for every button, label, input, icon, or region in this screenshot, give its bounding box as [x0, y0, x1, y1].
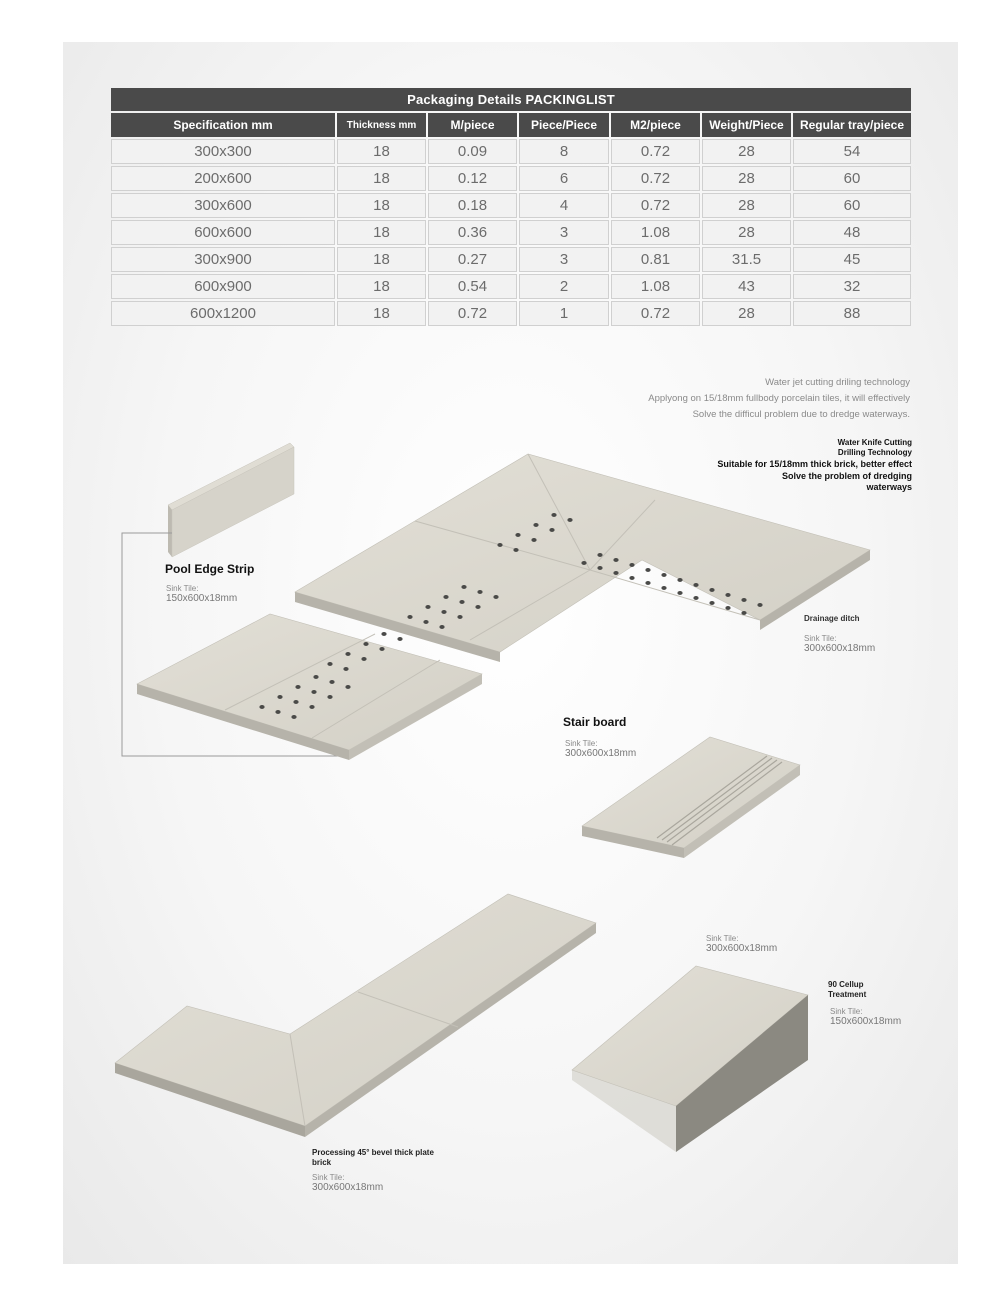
drain-hole [613, 571, 618, 575]
cellup-title-line: Treatment [828, 990, 867, 999]
table-cell: 0.72 [428, 301, 517, 326]
drain-hole [461, 585, 466, 589]
drain-hole [493, 595, 498, 599]
table-cell: 18 [337, 247, 426, 272]
drain-hole [259, 705, 264, 709]
drain-hole [513, 548, 518, 552]
table-cell: 0.27 [428, 247, 517, 272]
table-cell: 18 [337, 220, 426, 245]
drain-hole [515, 533, 520, 537]
drain-hole [709, 601, 714, 605]
table-cell: 18 [337, 193, 426, 218]
cellup-size: 150x600x18mm [830, 1016, 902, 1027]
drain-hole [645, 568, 650, 572]
drain-hole [725, 593, 730, 597]
table-cell: 300x900 [111, 247, 335, 272]
header-cell: Weight/Piece [702, 113, 791, 137]
drain-hole [313, 675, 318, 679]
table-cell: 54 [793, 139, 911, 164]
drain-hole [407, 615, 412, 619]
drainage-sub-label: Sink Tile: [804, 634, 837, 643]
drain-hole [531, 538, 536, 542]
drain-hole [439, 625, 444, 629]
drain-hole [497, 543, 502, 547]
pool-edge-sub-label: Sink Tile: [166, 584, 199, 593]
table-cell: 600x900 [111, 274, 335, 299]
pool-edge-size: 150x600x18mm [166, 593, 238, 604]
table-cell: 300x600 [111, 193, 335, 218]
drain-hole [379, 647, 384, 651]
drain-hole [725, 606, 730, 610]
drain-hole [327, 695, 332, 699]
table-cell: 32 [793, 274, 911, 299]
drainage-size: 300x600x18mm [804, 643, 876, 654]
cellup-sub-label: Sink Tile: [830, 1007, 863, 1016]
table-cell: 0.54 [428, 274, 517, 299]
table-cell: 28 [702, 166, 791, 191]
drain-hole [343, 667, 348, 671]
table-cell: 88 [793, 301, 911, 326]
drain-hole [311, 690, 316, 694]
table-cell: 1.08 [611, 274, 700, 299]
table-cell: 48 [793, 220, 911, 245]
bevel-size: 300x600x18mm [312, 1182, 384, 1193]
cellup-tile [572, 966, 808, 1152]
table-cell: 0.09 [428, 139, 517, 164]
drain-hole [551, 513, 556, 517]
table-cell: 60 [793, 166, 911, 191]
drain-hole [597, 566, 602, 570]
drain-hole [645, 581, 650, 585]
water-knife-line: Suitable for 15/18mm thick brick, better effect [717, 459, 912, 469]
table-cell: 2 [519, 274, 609, 299]
drain-hole [757, 603, 762, 607]
intro-line: Water jet cutting driling technology [765, 377, 910, 388]
drain-hole [693, 583, 698, 587]
drain-hole [567, 518, 572, 522]
header-cell: M/piece [428, 113, 517, 137]
bevel-title-line: brick [312, 1158, 332, 1167]
drain-hole [661, 573, 666, 577]
drain-hole [443, 595, 448, 599]
water-knife-line: waterways [866, 482, 912, 492]
drain-hole [291, 715, 296, 719]
table-cell: 6 [519, 166, 609, 191]
header-cell: Specification mm [111, 113, 335, 137]
table-cell: 300x300 [111, 139, 335, 164]
header-cell: Piece/Piece [519, 113, 609, 137]
table-cell: 0.72 [611, 139, 700, 164]
drain-hole [661, 586, 666, 590]
table-cell: 18 [337, 274, 426, 299]
bevel-title [312, 1148, 434, 1168]
drain-hole [295, 685, 300, 689]
intro-line: Applyong on 15/18mm fullbody porcelain tiles, it will effectively [648, 393, 910, 404]
table-cell: 200x600 [111, 166, 335, 191]
table-cell: 18 [337, 139, 426, 164]
drain-hole [441, 610, 446, 614]
table-cell: 0.36 [428, 220, 517, 245]
pool-edge-title: Pool Edge Strip [165, 562, 255, 576]
table-cell: 31.5 [702, 247, 791, 272]
drain-hole [397, 637, 402, 641]
header-cell: Thickness mm [337, 113, 426, 137]
cellup-title-line: 90 Cellup [828, 980, 864, 989]
drain-hole [361, 657, 366, 661]
water-knife-line: Solve the problem of dredging [781, 471, 912, 481]
table-cell: 0.72 [611, 301, 700, 326]
drain-hole [613, 558, 618, 562]
drain-hole [345, 652, 350, 656]
table-cell: 43 [702, 274, 791, 299]
table-cell: 8 [519, 139, 609, 164]
table-cell: 3 [519, 247, 609, 272]
drainage-title: Drainage ditch [804, 614, 860, 623]
drain-hole [677, 578, 682, 582]
table-cell: 0.72 [611, 166, 700, 191]
drain-hole [457, 615, 462, 619]
water-knife-text [640, 438, 912, 493]
drain-hole [459, 600, 464, 604]
drain-hole [477, 590, 482, 594]
header-cell: Regular tray/piece [793, 113, 911, 137]
cellup-top-size: 300x600x18mm [706, 943, 778, 954]
bevel-title-line: Processing 45° bevel thick plate [312, 1148, 434, 1157]
stair-title: Stair board [563, 715, 627, 729]
table-cell: 28 [702, 301, 791, 326]
drain-hole [677, 591, 682, 595]
drain-hole [363, 642, 368, 646]
drain-hole [533, 523, 538, 527]
table-cell: 600x1200 [111, 301, 335, 326]
table-cell: 28 [702, 139, 791, 164]
stair-size: 300x600x18mm [565, 748, 637, 759]
table-cell: 28 [702, 193, 791, 218]
drain-hole [293, 700, 298, 704]
bevel-plate-assembly [115, 894, 596, 1137]
cellup-title [828, 980, 866, 1000]
drain-hole [741, 611, 746, 615]
table-cell: 18 [337, 301, 426, 326]
water-knife-line: Water Knife Cutting [837, 438, 912, 447]
drain-hole [277, 695, 282, 699]
table-cell: 0.18 [428, 193, 517, 218]
drain-hole [629, 576, 634, 580]
intro-line: Solve the difficul problem due to dredge waterways. [692, 409, 910, 420]
drain-hole [329, 680, 334, 684]
table-cell: 3 [519, 220, 609, 245]
table-title: Packaging Details PACKINGLIST [111, 88, 911, 111]
drain-hole [381, 632, 386, 636]
drain-hole [425, 605, 430, 609]
stair-sub-label: Sink Tile: [565, 739, 598, 748]
table-cell: 0.72 [611, 193, 700, 218]
bevel-sub-label: Sink Tile: [312, 1173, 345, 1182]
drain-hole [345, 685, 350, 689]
drain-hole [693, 596, 698, 600]
table-cell: 0.81 [611, 247, 700, 272]
header-cell: M2/piece [611, 113, 700, 137]
drain-hole [597, 553, 602, 557]
drain-hole [549, 528, 554, 532]
drain-hole [475, 605, 480, 609]
table-cell: 18 [337, 166, 426, 191]
cellup-top-label: Sink Tile: [706, 934, 739, 943]
table-cell: 4 [519, 193, 609, 218]
table-cell: 45 [793, 247, 911, 272]
drain-hole [709, 588, 714, 592]
drain-hole [741, 598, 746, 602]
drain-hole [309, 705, 314, 709]
drain-hole [275, 710, 280, 714]
drain-hole [423, 620, 428, 624]
table-cell: 1.08 [611, 220, 700, 245]
drain-hole [629, 563, 634, 567]
table-cell: 1 [519, 301, 609, 326]
drain-hole [327, 662, 332, 666]
table-cell: 60 [793, 193, 911, 218]
intro-text [560, 375, 910, 423]
pool-edge-strip-tile [168, 443, 294, 557]
drain-hole [581, 561, 586, 565]
table-cell: 28 [702, 220, 791, 245]
water-knife-line: Drilling Technology [837, 448, 912, 457]
table-cell: 0.12 [428, 166, 517, 191]
table-cell: 600x600 [111, 220, 335, 245]
